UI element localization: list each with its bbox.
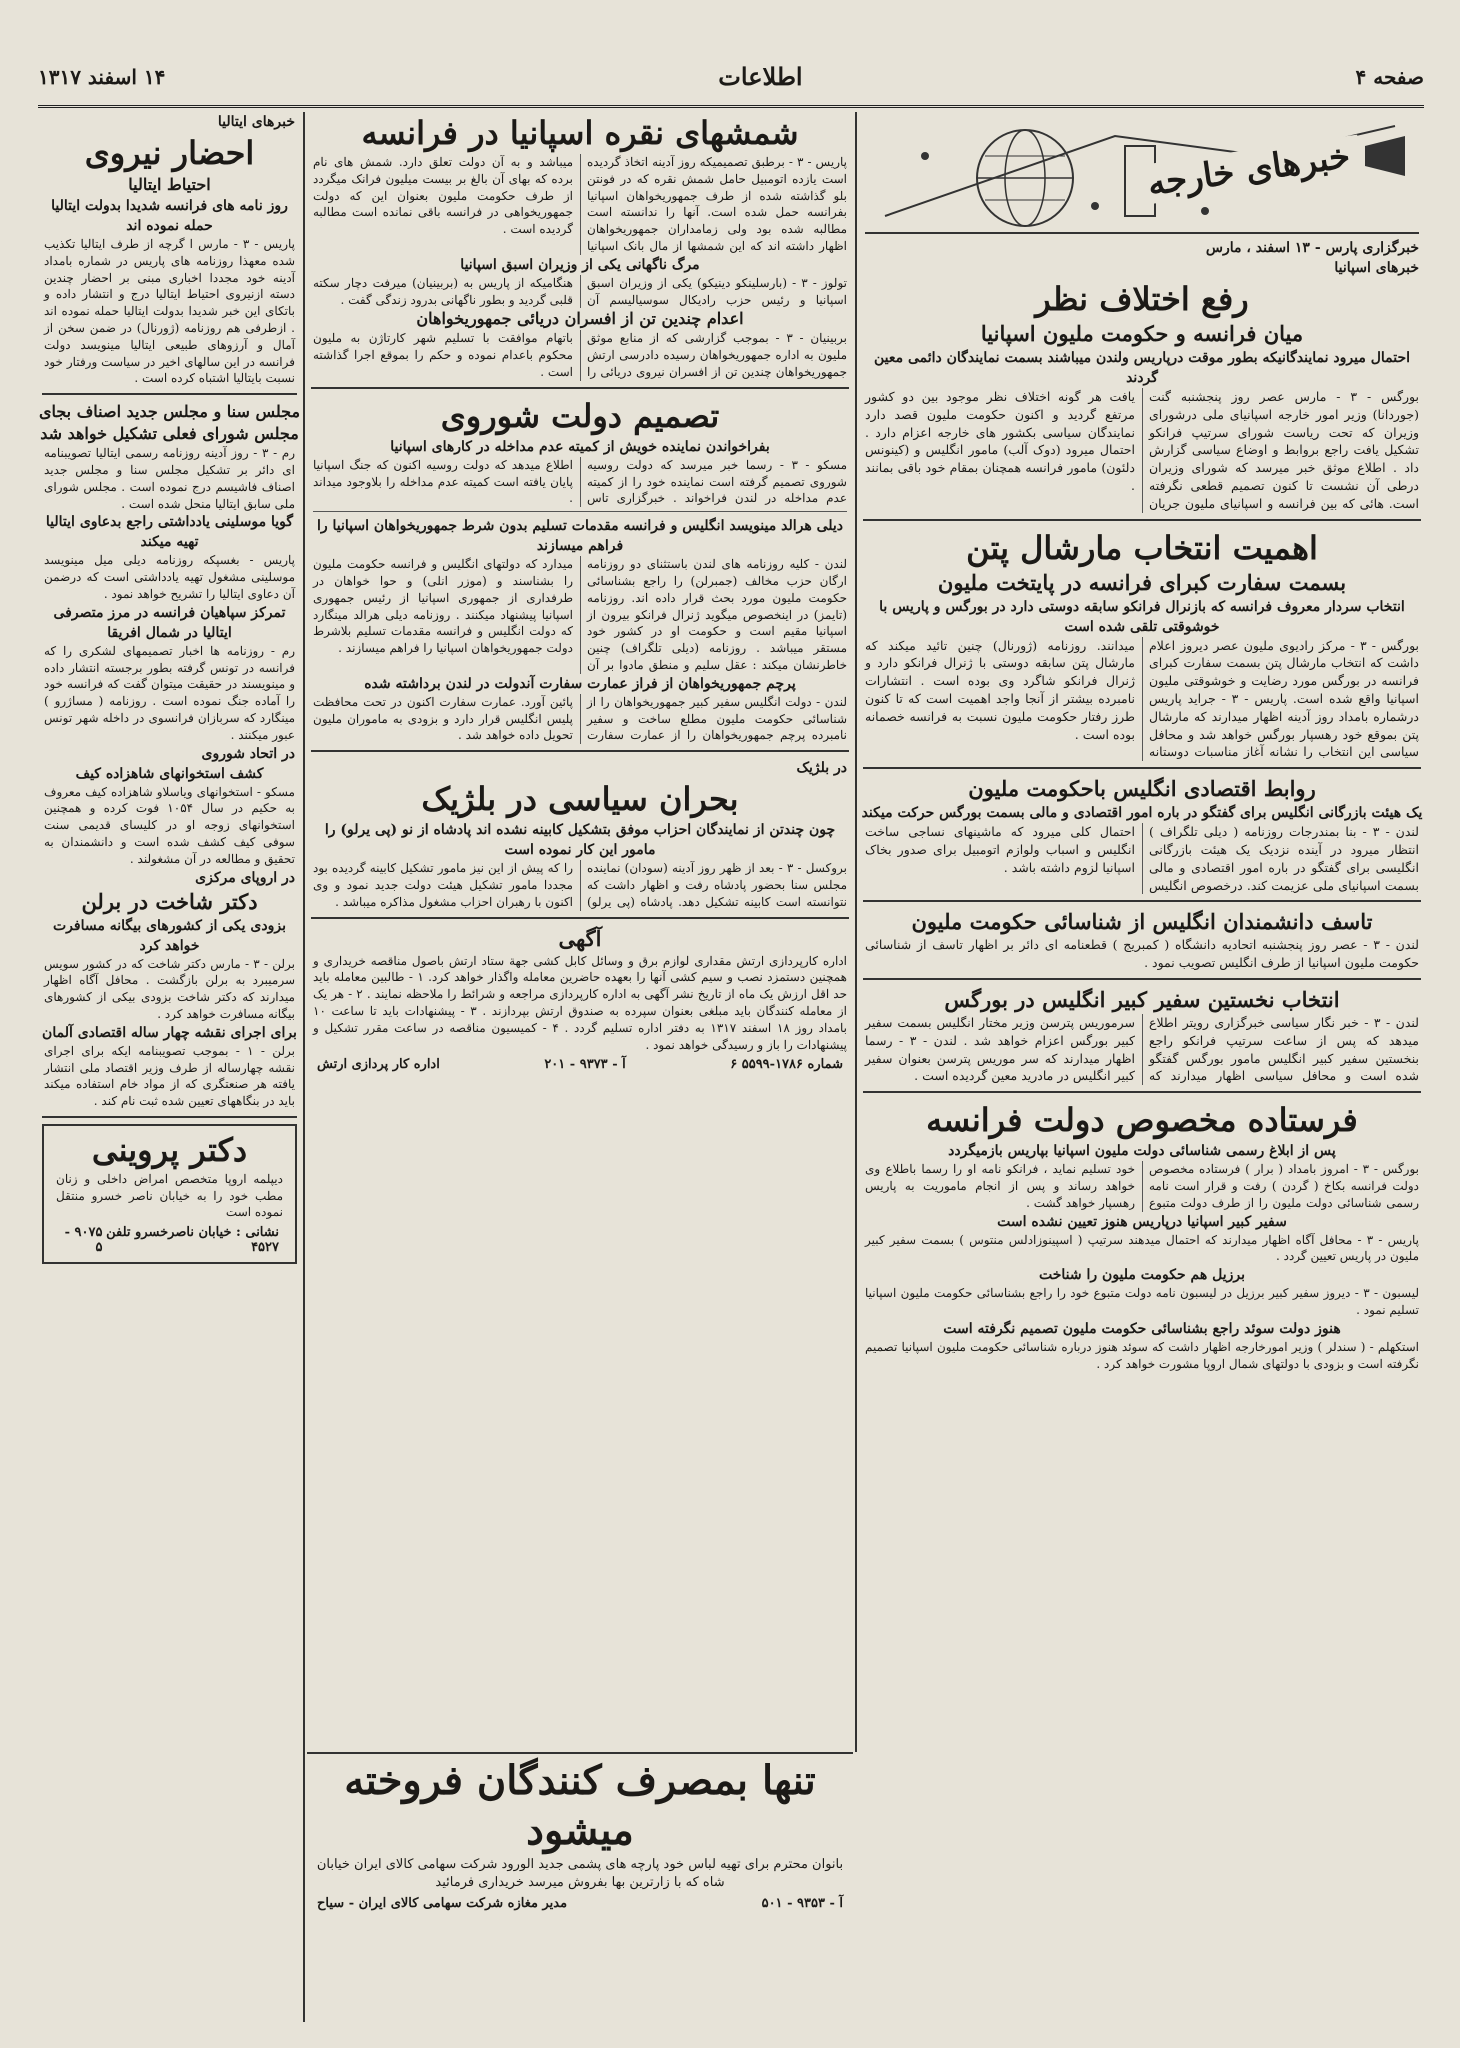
headline-soviet-decision: تصمیم دولت شوروی bbox=[440, 396, 720, 435]
headline-disagreement: رفع اختلاف نظر bbox=[1035, 280, 1249, 318]
banner-title: خبرهای خارجه bbox=[1135, 135, 1362, 206]
subhead-france-nationalists: میان فرانسه و حکومت ملیون اسپانیا bbox=[980, 321, 1304, 346]
section-belgium: در بلژیک bbox=[796, 760, 847, 777]
deck-representatives: احتمال میرود نمایندگانیکه بطور موقت درپاریس ولندن میباشند بسمت نمایندگان دائمی معین گردند bbox=[873, 350, 1411, 386]
ad-footer bbox=[307, 1053, 853, 1076]
deck-special-envoy: پس از ابلاغ رسمی شناسائی دولت ملیون اسپانیا بپاریس بازمیگردد bbox=[948, 1143, 1336, 1160]
headline-mussolini: گویا موسلینی یادداشتی راجع بدعاوی ایتالیا تهیه میکند bbox=[45, 514, 294, 551]
headline-first-ambassador: انتخاب نخستین سفیر کبیر انگلیس در بورگس bbox=[944, 986, 1340, 1012]
deck-french-press: روز نامه های فرانسه شدیدا بدولت ایتالیا حمله نموده اند bbox=[51, 198, 288, 234]
column-rule-right bbox=[855, 112, 857, 1752]
advert-footer bbox=[307, 1892, 853, 1915]
foreign-news-banner bbox=[865, 116, 1419, 234]
headline-executions: اعدام چندین تن از افسران دریائی جمهوریخواهان bbox=[416, 309, 744, 329]
deck-schacht: بزودی یکی از کشورهای بیگانه مسافرت خواهد کرد bbox=[52, 917, 287, 954]
center-column bbox=[307, 112, 853, 2022]
newspaper-name: اطلاعات bbox=[718, 62, 803, 91]
story-brazil-body: لیسبون - ۳ - دیروز سفیر کبیر برزیل در لیسبون نامه دولت متبوع خود را راجع بشناسائی حکومت ملیون اسپانیا تسلیم نمود . bbox=[865, 1286, 1419, 1317]
story-kiev-body: مسکو - استخوانهای ویاسلاو شاهزاده کیف معروف به حکیم در سال ۱۰۵۴ فوت کرده و همچنین استخوانهای زوجه او در کلیسای قدیمی سنت سوفی کیف کشف شده است و دانشمندان به تحقیق و مطالعه در آن مشغولند . bbox=[44, 784, 295, 866]
doctor-ad-body: دیپلمه اروپا متخصص امراض داخلی و زنان مطب خود را به خیابان ناصر خسرو منتقل نموده است bbox=[56, 1171, 283, 1220]
deck-trade-mission: یک هیئت بازرگانی انگلیس برای گفتگو در باره امور اقتصادی و مالی بسمت بورگس حرکت میکند bbox=[861, 805, 1423, 822]
story-herald-body: لندن - کلیه روزنامه های لندن باستثنای دو روزنامه ارگان حزب مخالف (جمبرلن) را راجع بشناسائی حکومت ملیون مورد بحث قرار داده اند. روزنامه (تایمز) در اینخصوص میگوید ژنرال فرانکو بیرون از اسپانیا مقیم است و حکومت او در کشور خود مستقر میباشد . روزنامه (دیلی تلگراف) چنین خاطرنشان میکند : عقل سلیم و منطق مادوا بر آن میدارد که دولتهای انگلیس و فرانسه حکومت ملیون را بشناسند و (موزر انلی) و حوا خواهان در طرفداری از جمهوری اسپانیا از رئیس جمهوری اسپانیا پیشنهاد میکنند . روزنامه دیلی هرالد مینگارد که دولت انگلیس و فرانسه مقدمات تسلیم بلاشرط دولت جمهوریخواهان اسپانیا را فراهم میسازند . bbox=[313, 557, 847, 672]
headline-belgium-crisis: بحران سیاسی در بلژیک bbox=[421, 780, 739, 819]
doctor-contact bbox=[50, 1221, 289, 1259]
divider bbox=[863, 1091, 1421, 1093]
section-central-europe: در اروپای مرکزی bbox=[195, 869, 295, 886]
left-column bbox=[38, 112, 301, 2022]
story-belgium-body: بروکسل - ۳ - بعد از ظهر روز آدینه (سودان) نماینده مجلس سنا بحضور پادشاه رفت و اظهار داشت که نتوانسته است کابینه تشکیل دهد. پادشاه (پی یرلو) را که پیش از این نیز مامور تشکیل کابینه گردیده بود مجددا مامور تشکیل هیئت دولت جدید نمود و وی اکنون با رهبران احزاب مشغول مذاکره میباشد . bbox=[313, 861, 848, 909]
column-rule-left bbox=[303, 112, 305, 2022]
story-disagreement-body: بورگس - ۳ - مارس عصر روز پنجشنبه گنت (جوردانا) وزیر امور خارجه اسپانیای ملی درشورای وزیران که تحت ریاست شورای سرتیپ فرانکو تشکیل یافت راجع بروابط و اوضاع سیاسی گزارش داد . اطلاع موثق خبر میرسد که شورای وزیران درطی آن نشست تا کنون تصمیم قطعی نگرفته است. هائی که بین فرانسه و اسپانیای ملیون جریان یافت هر گونه اختلاف نظر موجود بین دو کشور مرتفع گردید و اکنون حکومت ملیون قصد دارد نمایندگان سیاسی بکشور های خارجه اعزام دارد . احتمال میرود (دوک آلب) مامور انگلیس و (کینونس دلئون) مامور فرانسه همچنان بمقام خود باقی بمانند . bbox=[865, 389, 1419, 511]
page-number: صفحه ۴ bbox=[1355, 64, 1424, 89]
subhead-reserves: احتیاط ایتالیا bbox=[128, 175, 211, 194]
story-economic-body: لندن - ۳ - بنا بمندرجات روزنامه ( دیلی تلگراف ) انتظار میرود در آینده نزدیک یک هیئت بازرگانی انگلیسی برای گفتگو در باره امور اقتصادی و مالی بسمت اسپانیای ملی عزیمت کند. درخصوص انگلیس احتمال کلی میرود که ماشینهای نساجی ساخت انگلیس و اسباب ولوازم اتومبیل برای صدور بخاک اسپانیا لزوم داشته باشد . bbox=[865, 824, 1419, 893]
advert-phone: آ - ۹۳۵۳ - ۵۰۱ bbox=[761, 1895, 843, 1911]
ad-body: اداره کارپردازی ارتش مقداری لوازم برق و وسائل کابل کشی جهة ستاد ارتش باصول مناقصه خریداری و همچنین دستمزد نصب و سیم کشی آنها را بعهده حاضرین معامله واگذار خواهد کرد. ۱ - طالبین معامله باید حد اقل ارزش یک ماه از تاریخ نشر آگهی به اداره کارپردازی مراجعه و شرائط را ملاحظه نمایند . ۲ - هر یک از معامله کنندگان باید مبلغی بعنوان سپرده به صندوق ارتش بپردازند . ۳ - پیشنهادات باید تا ساعت ۱۰ بامداد روز ۱۸ اسفند ۱۳۱۷ به دفتر اداره تسلیم گردد . ۴ - کمیسیون مناقصه در ساعت مقرر تشکیل و پیشنهادات را باز و رسیدگی خواهد نمود . bbox=[313, 953, 848, 1052]
story-envoy-body: بورگس - ۳ - امروز بامداد ( برار ) فرستاده مخصوص دولت فرانسه بکاخ ( گردن ) رفت و قرار است نامه رسمی شناسائی دولت ملیون را از طرف دولت متبوع خود تسلیم نماید ، فرانکو نامه او را رسما باطلاع وی خواهد رساند و پس از انجام ماموریت به پاریس رهسپار خواهد گشت . bbox=[865, 1162, 1419, 1210]
section-italy: خبرهای ایتالیا bbox=[217, 114, 295, 130]
deck-belgium: چون چندتن از نمایندگان احزاب موفق بتشکیل کابینه نشده اند پادشاه از نو (پی یرلو) را مامور این کار نموده است bbox=[324, 822, 836, 859]
subhead-sweden: هنوز دولت سوئد راجع بشناسائی حکومت ملیون تصمیم نگرفته است bbox=[943, 1320, 1341, 1337]
divider bbox=[863, 900, 1421, 902]
subhead-spain-ambassador: سفیر کبیر اسپانیا درپاریس هنوز تعیین نشده است bbox=[997, 1213, 1287, 1230]
deck-soviet: بفراخواندن نماینده خویش از کمیته عدم مداخله در کارهای اسپانیا bbox=[390, 438, 770, 455]
story-senate-body: رم - ۳ - روز آدینه روزنامه رسمی ایتالیا تصویبنامه ای دائر بر تشکیل مجلس سنا و مجلس جدید اصناف فاشیسم درج نموده است . مجلس شورای ملی سابق ایتالیا منحل شده است . bbox=[44, 446, 295, 511]
divider bbox=[313, 511, 847, 512]
bottom-advert bbox=[307, 1756, 853, 2022]
right-column bbox=[859, 112, 1425, 2022]
deck-petain: انتخاب سردار معروف فرانسه که بازنرال فرانکو سابقه دوستی دارد در بورگس و پاریس با خوشوقتی تلقی شده است bbox=[879, 598, 1405, 635]
story-scholars-body: لندن - ۳ - عصر روز پنجشنبه اتحادیه دانشگاه ( کمبریج ) قطعنامه ای دائر بر اظهار تاسف از شناسائی حکومت ملیون اسپانیا از طرف انگلیس تصویب نمود . bbox=[865, 937, 1419, 971]
headline-economic-relations: روابط اقتصادی انگلیس باحکومت ملیون bbox=[968, 776, 1316, 802]
headline-four-year-plan: برای اجرای نقشه چهار ساله اقتصادی آلمان bbox=[42, 1024, 297, 1041]
story-reserves-body: پاریس - ۳ - مارس ا گرچه از طرف ایتالیا تکذیب شده معهذا روزنامه های پاریس در شماره بامداد آدینه خود مجددا اخباری مبنی بر احضار چندین دسته ازنیروی احتیاط ایتالیا درج و انتشار داده و باتکای این خبر شدیدا بدولت ایتالیا حمله نموده اند . ازطرفی هم روزنامه (ژورنال) در ضمن سخن از آمال و آرزوهای طبیعی ایتالیا مینویسد دولت فرانسه در این سالهای اخیر در سیاست ورفتار خود نسبت بایتالیا اشتباه کرده است . bbox=[44, 237, 295, 386]
divider bbox=[311, 917, 849, 919]
advert-title: تنها بمصرف کنندگان فروخته میشود bbox=[344, 1757, 816, 1854]
headline-kiev-bones: کشف استخوانهای شاهزاده کیف bbox=[75, 765, 264, 782]
headline-daily-herald: دیلی هرالد مینویسد انگلیس و فرانسه مقدمات تسلیم بدون شرط جمهوریخواهان اسپانیا را فراهم میسازند bbox=[316, 518, 844, 555]
divider bbox=[42, 393, 297, 395]
divider bbox=[311, 750, 849, 752]
story-petain-body: بورگس - ۳ - مرکز رادیوی ملیون عصر دیروز اعلام داشت که انتخاب مارشال پتن بسمت سفارت کبرای فرانسه در بورگس مورد رضایت و خوشوقتی ملیون اسپانیا واقع شده است. پاریس - ۳ - جراید پاریس درشماره بامداد روز آدینه اظهار میدارند که مارشال پتن بموقع خود رهسپار بورگس خواهد شد و محافل سیاسی این انتخاب را نشانه آغاز مناسبات دوستانه میدانند. روزنامه (ژورنال) چنین تائید میکند که مارشال پتن سابقه دوستی با ژنرال فرانکو دارد و ژنرال فرانکو شاگرد وی بوده است . انتشارات نامبرده بیشتر از آنجا واجد اهمیت است که تا کنون طرز رفتار حکومت ملیون نسبت به فرانسه خصمانه بوده است . bbox=[865, 637, 1420, 760]
story-spain-ambassador-body: پاریس - ۳ - محافل آگاه اظهار میدارند که احتمال میدهند سرتیپ ( اسپینوزادلس منتوس ) بسمت سفیر کبیر ملیون در پاریس تعیین گردد . bbox=[865, 1232, 1419, 1264]
subhead-petain-embassy: بسمت سفارت کبرای فرانسه در پایتخت ملیون bbox=[937, 569, 1347, 595]
headline-minister-death: مرگ ناگهانی یکی از وزیران اسبق اسپانیا bbox=[460, 256, 700, 273]
headline-scholars-regret: تاسف دانشمندان انگلیس از شناسائی حکومت ملیون bbox=[911, 909, 1373, 935]
story-sweden-body: استکهلم - ( سندلر ) وزیر امورخارجه اظهار داشت که سوئد هنوز درباره شناسائی حکومت ملیون اسپانیا تصمیم نگرفته است و بزودی با دولتهای شمال اروپا مشورت خواهد کرد . bbox=[865, 1339, 1419, 1371]
doctor-name: دکتر پروینی bbox=[91, 1130, 248, 1169]
story-soviet-body: مسکو - ۳ - رسما خبر میرسد که دولت روسیه شوروی تصمیم گرفته است نماینده خود را از کمیته عدم مداخله در لندن فراخواند . خبرگزاری تاس اطلاع میدهد که دولت روسیه اکنون که جنگ اسپانیا پایان یافته است کمیته عدم مداخله را بلاوجود میداند . bbox=[313, 457, 847, 506]
divider bbox=[42, 1116, 297, 1118]
section-soviet: در اتحاد شوروی bbox=[201, 745, 295, 762]
headline-schacht: دکتر شاخت در برلن bbox=[81, 888, 258, 914]
story-minister-body: تولوز - ۳ - (بارسلینکو دینیکو) یکی از وزیران اسبق اسپانیا و رئیس حزب رادیکال سوسیالیسم آن هنگامیکه از پاریس به (بربینیان) میرفت دچار سکته قلبی گردید و بطور ناگهانی بدرود زندگی گفت . bbox=[313, 275, 847, 307]
divider bbox=[311, 387, 849, 389]
ad-footer-org: اداره کار پردازی ارتش bbox=[317, 1057, 440, 1073]
subhead-brazil: برزیل هم حکومت ملیون را شناخت bbox=[1039, 1267, 1245, 1284]
headline-flag-lowered: پرچم جمهوریخواهان از فراز عمارت سفارت آندولت در لندن برداشته شده bbox=[364, 675, 796, 692]
doctor-ad bbox=[42, 1124, 297, 1264]
headline-senate: مجلس سنا و مجلس جدید اصناف بجای مجلس شورای فعلی تشکیل خواهد شد bbox=[38, 402, 301, 444]
story-schacht-body: برلن - ۳ - مارس دکتر شاخت که در کشور سویس سرمیبرد به برلن بازگشت . محافل آگاه اظهار میدارند که دکتر شاخت بزودی بیکی از کشورهای بیگانه مسافرت خواهد کرد . bbox=[44, 956, 295, 1021]
advert-shop: مدیر مغازه شرکت سهامی کالای ایران - سیاح bbox=[317, 1895, 568, 1911]
issue-date: ۱۴ اسفند ۱۳۱۷ bbox=[38, 64, 166, 89]
story-troops-body: رم - روزنامه ها اخبار تصمیمهای لشکری را که فرانسه در تونس گرفته بطور برجسته انتشار داده و مینویسند در حقیقت میتوان گفت که فرانسه خود را آماده جنگ نموده است . روزنامه ( مساژرو ) مینگارد که سربازان فرانسوی در داخله شهر تونس عبور میکنند . bbox=[44, 643, 295, 742]
story-executions-body: بربینیان - ۳ - بموجب گزارشی که از منابع موثق ملیون به اداره جمهوریخواهان رسیده دادرسی ارتش جمهوریخواهان چندین تن از افسران نیروی دریائی را باتهام موافقت با تسلیم شهر کارتاژن به ملیون محکوم باعدام نموده و حکم را بموقع اجرا گذاشته است . bbox=[313, 331, 847, 379]
headline-troops-africa: تمرکز سپاهیان فرانسه در مرز متصرفی ایتالیا در شمال افریقا bbox=[53, 604, 286, 641]
headline-reserves: احضار نیروی bbox=[84, 134, 255, 172]
story-silver-body: پاریس - ۳ - برطبق تصمیمیکه روز آدینه اتخاذ گردیده است یازده اتومبیل حامل شمش نقره که در فونتن بلو گذاشته شده از طرف جمهوریخواهان اسپانیا بفرانسه حمل شده است. آنها را ندانسته است مطالبه شده بود ولی زمامداران جمهوریخواهان اظهار داشته اند که این شمشها از مال بانک اسپانیا میباشد و به آن دولت تعلق دارد. شمش های نام برده که بهای آن بالغ بر بیست میلیون فرانک میگردد از طرف حکومت ملیون بعنوان این که دولت جمهوریخواهی در فرانسه باقی نمانده است مطالبه گردیده است . bbox=[313, 155, 847, 253]
headline-silver-ingots: شمشهای نقره اسپانیا در فرانسه bbox=[361, 114, 799, 152]
advert-body: بانوان محترم برای تهیه لباس خود پارچه های پشمی جدید الورود شرکت سهامی کالای ایران خیابان شاه که با زارترین بها بفروش میرسد خریداری فرمائید bbox=[316, 1857, 844, 1890]
section-spain: خبرهای اسپانیا bbox=[1334, 260, 1419, 276]
divider bbox=[863, 767, 1421, 769]
story-mussolini-body: پاریس - بغسپکه روزنامه دیلی میل مینویسد موسلینی مشغول تهیه یادداشتی است که درضمن آن دعاوی ایتالیا را تشریح خواهد نمود . bbox=[44, 553, 295, 601]
divider bbox=[863, 519, 1421, 521]
ad-footer-phone: آ - ۹۳۷۳ - ۲۰۱ bbox=[544, 1057, 626, 1073]
agency-line: خبرگزاری پارس - ۱۳ اسفند ، مارس bbox=[1205, 240, 1419, 256]
story-ambassador-body: لندن - ۳ - خبر نگار سیاسی خبرگزاری رویتر اطلاع میدهد که پس از ساعت سرتیپ فرانکو راجع بنخستین سفیر کبیر انگلیس مامور بورگس گفتگو شده است و محافل سیاسی اظهار میدارند که سرموریس پترسن وزیر مختار انگلیس بسمت سفیر کبیر بورگس اعزام خواهد شد . لندن - ۳ - رسما اظهار میدارند که سر موریس پترسن بعنوان سفیر کبیر انگلیس در مادرید معین گردیده است . bbox=[865, 1014, 1419, 1084]
story-flag-body: لندن - دولت انگلیس سفیر کبیر جمهوریخواهان را از شناسائی حکومت ملیون مطلع ساخت و سفیر نامبرده پرچم جمهوریخواهان را از عمارت سفارت پائین آورد. عمارت سفارت اکنون در تحت محافظت پلیس انگلیس قرار دارد و بزودی به ماموران ملیون تحویل داده خواهد شد . bbox=[313, 694, 847, 743]
doctor-numbers: ۹۰۷۵ - ۵ bbox=[64, 1225, 103, 1256]
headline-petain: اهمیت انتخاب مارشال پتن bbox=[966, 528, 1318, 567]
story-four-year-body: برلن - ۱ - بموجب تصویبنامه ایکه برای اجرای نقشه چهارساله از طرف وزیر اقتصاد ملی انتشار یافته هر صنعتگری که از مواد خام استفاده میکند باید در بنگاههای تعیین شده ثبت نام کند . bbox=[44, 1043, 296, 1109]
headline-special-envoy: فرستاده مخصوص دولت فرانسه bbox=[926, 1101, 1358, 1140]
ad-footer-number: شماره ۱۷۸۶-۵۵۹۹ ۶ bbox=[730, 1057, 843, 1073]
divider bbox=[863, 978, 1421, 980]
doctor-address: نشانی : خیابان ناصرخسرو تلفن ۴۵۲۷ bbox=[106, 1225, 279, 1256]
advert-top-rule bbox=[307, 1752, 853, 1754]
ad-title: آگهی bbox=[558, 925, 602, 951]
masthead bbox=[38, 48, 1424, 108]
